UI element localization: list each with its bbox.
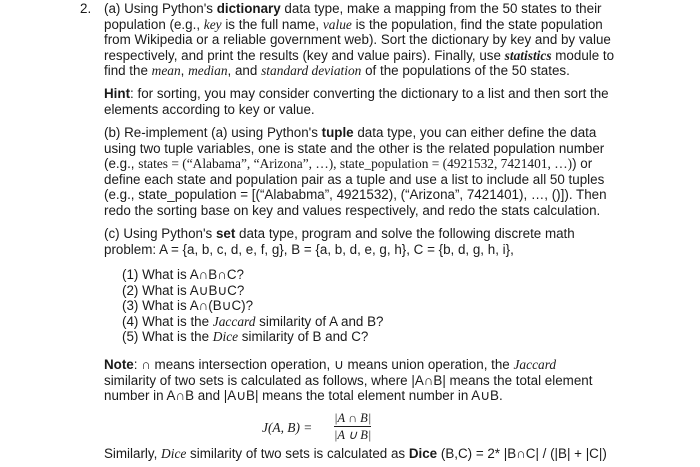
- text-line: [104, 226, 696, 242]
- text-segment: define each state and population pair as a tuple and use a list to include all 50 tuples: [104, 171, 605, 187]
- text-segment: (b) Re-implement (a) using Python's: [104, 125, 322, 140]
- text-segment: using two tuple variables, one is state and the other is the related population number: [104, 140, 605, 156]
- text-line: [104, 373, 696, 389]
- text-segment: Dice: [212, 329, 239, 345]
- text-line: [104, 32, 696, 48]
- text-segment: (a) Using Python's: [104, 1, 217, 16]
- text-segment: ,: [180, 63, 189, 79]
- text-line: [104, 48, 696, 64]
- text-line: [122, 283, 682, 299]
- formula-denominator: |A ∪ B|: [334, 428, 372, 442]
- text-segment: (1) What is A∩B∩C?: [122, 267, 244, 282]
- text-segment: median: [188, 63, 228, 79]
- note-paragraph: [104, 357, 696, 404]
- text-segment: Dice: [161, 446, 187, 461]
- text-segment: : ∩ means intersection operation, ∪ means union operation, the: [133, 357, 514, 372]
- text-segment: Jaccard: [513, 357, 557, 372]
- dice-paragraph: [104, 446, 696, 462]
- part-a-paragraph: [104, 1, 696, 79]
- text-segment: number in A∩B and |A∪B| means the total element number in A∪B.: [104, 388, 503, 404]
- text-segment: standard deviation: [261, 63, 362, 79]
- text-segment: set: [215, 226, 236, 241]
- text-line: [104, 102, 696, 118]
- formula-lhs: J(A, B) =: [262, 420, 313, 435]
- text-segment: (c) Using Python's: [104, 226, 216, 241]
- text-segment: similarity of B and C?: [238, 329, 369, 345]
- text-segment: of the populations of the 50 states.: [361, 63, 570, 79]
- text-line: [104, 242, 696, 258]
- text-line: [104, 388, 696, 404]
- text-line: [104, 172, 696, 188]
- question-number: 2.: [80, 1, 92, 16]
- text-segment: Jaccard: [212, 313, 256, 329]
- fraction-bar: [334, 426, 371, 427]
- text-segment: data type, program and solve the following discrete math: [235, 226, 575, 241]
- text-segment: similarity of two sets is calculated as follows, where |A∩B| means the total element: [104, 372, 593, 388]
- text-segment: respectively, and print the results (key and value pairs). Finally, use: [104, 47, 505, 63]
- text-segment: Similarly,: [104, 446, 162, 461]
- text-line: [122, 298, 682, 314]
- text-segment: Hint: [104, 86, 131, 101]
- text-line: [122, 314, 682, 330]
- text-line: [104, 446, 696, 462]
- text-line: [104, 125, 696, 141]
- text-segment: is the full name,: [221, 16, 323, 32]
- text-segment: (4) What is the: [122, 313, 213, 329]
- text-segment: (e.g., state_population = [(“Alababma”, 4921532), (“Arizona”, 7421401), …, ()]). Then: [104, 187, 607, 203]
- text-segment: module to: [551, 47, 615, 63]
- text-segment: (3) What is A∩(B∪C)?: [122, 298, 254, 314]
- text-segment: , and: [227, 63, 262, 79]
- text-line: [104, 141, 696, 157]
- text-segment: is the population, find the state population: [351, 16, 603, 32]
- text-segment: dictionary: [216, 1, 281, 16]
- text-segment: population (e.g.,: [104, 16, 204, 32]
- text-segment: similarity of two sets is calculated as: [186, 446, 409, 461]
- text-segment: from Wikipedia or a reliable government web). Sort the dictionary by key and by value: [104, 32, 611, 48]
- formula-fraction: [334, 411, 371, 442]
- formula-numerator: |A ∩ B|: [334, 411, 372, 425]
- text-segment: data type, you can either define the data: [353, 125, 597, 140]
- text-segment: similarity of A and B?: [255, 313, 384, 329]
- text-line: [122, 267, 682, 283]
- hint-paragraph: [104, 86, 696, 117]
- text-segment: value: [322, 16, 352, 32]
- text-segment: states = (“Alabama”, “Arizona”, …), state_population = (4921532, 7421401, …): [138, 156, 573, 172]
- text-line: [104, 156, 696, 172]
- text-segment: (e.g.,: [104, 156, 139, 172]
- text-line: [104, 17, 696, 33]
- text-segment: statistics: [504, 47, 552, 63]
- text-segment: ) or: [572, 156, 593, 172]
- text-line: [104, 203, 696, 219]
- text-segment: elements according to key or value.: [104, 101, 315, 117]
- text-segment: data type, make a mapping from the 50 states to their: [280, 1, 602, 16]
- text-segment: key: [203, 16, 222, 32]
- text-line: [104, 187, 696, 203]
- text-line: [104, 1, 696, 17]
- text-line: [104, 63, 696, 79]
- text-segment: redo the sorting base on key and values respectively, and redo the stats calculation.: [104, 202, 601, 218]
- text-segment: Dice: [408, 446, 438, 461]
- text-segment: find the: [104, 63, 152, 79]
- text-segment: : for sorting, you may consider converting the dictionary to a list and then sort the: [130, 86, 609, 101]
- text-segment: mean: [151, 63, 181, 79]
- text-line: [122, 329, 682, 345]
- text-segment: Note: [104, 357, 134, 372]
- jaccard-formula: [262, 411, 462, 445]
- text-segment: (2) What is A∪B∪C?: [122, 282, 245, 298]
- text-segment: (B,C) = 2* |B∩C| / (|B| + |C|): [437, 446, 607, 461]
- part-b-paragraph: [104, 125, 696, 219]
- part-c-paragraph: [104, 226, 696, 257]
- text-segment: tuple: [321, 125, 354, 140]
- part-c-question-list: [122, 267, 682, 345]
- text-line: [104, 86, 696, 102]
- text-segment: (5) What is the: [122, 329, 213, 345]
- text-line: [104, 357, 696, 373]
- text-segment: problem: A = {a, b, c, d, e, f, g}, B = {a, b, d, e, g, h}, C = {b, d, g, h, i},: [104, 241, 514, 257]
